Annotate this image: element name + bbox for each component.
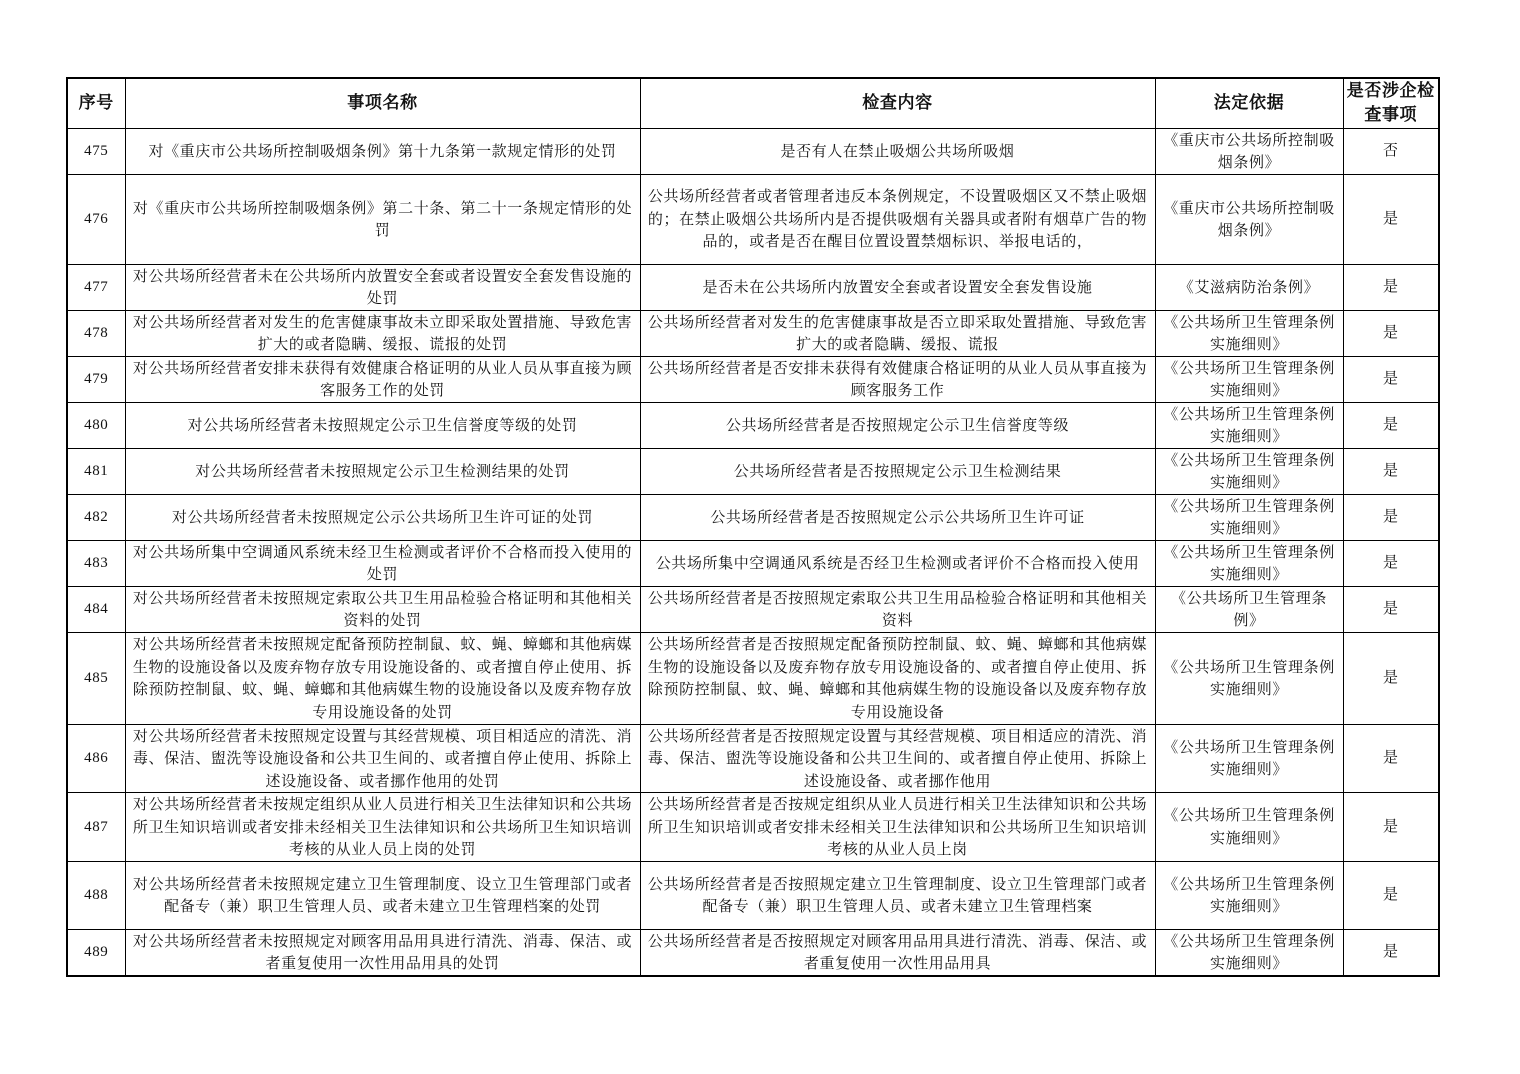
row-content: 是否有人在禁止吸烟公共场所吸烟 bbox=[640, 128, 1155, 174]
row-name: 对公共场所经营者未按照规定配备预防控制鼠、蚊、蝇、蟑螂和其他病媒生物的设施设备以及废弃物存放专用设施设备的、或者擅自停止使用、拆除预防控制鼠、蚊、蝇、蟑螂和其他病媒生物的设施设备以及废弃物存放专用设施设备的处罚 bbox=[125, 632, 640, 724]
table-row bbox=[67, 448, 1439, 494]
header-flag: 是否涉企检查事项 bbox=[1343, 78, 1439, 128]
row-basis: 《公共场所卫生管理条例实施细则》 bbox=[1155, 724, 1343, 793]
row-name: 对《重庆市公共场所控制吸烟条例》第二十条、第二十一条规定情形的处罚 bbox=[125, 174, 640, 264]
row-content: 公共场所经营者是否安排未获得有效健康合格证明的从业人员从事直接为顾客服务工作 bbox=[640, 356, 1155, 402]
row-flag: 是 bbox=[1343, 632, 1439, 724]
table-row bbox=[67, 494, 1439, 540]
row-flag: 是 bbox=[1343, 861, 1439, 929]
row-name: 对公共场所经营者未在公共场所内放置安全套或者设置安全套发售设施的处罚 bbox=[125, 264, 640, 310]
row-content: 公共场所经营者是否按规定组织从业人员进行相关卫生法律知识和公共场所卫生知识培训或者安排未经相关卫生法律知识和公共场所卫生知识培训考核的从业人员上岗 bbox=[640, 793, 1155, 862]
row-no: 482 bbox=[67, 494, 125, 540]
row-content: 公共场所经营者是否按照规定公示公共场所卫生许可证 bbox=[640, 494, 1155, 540]
row-flag: 是 bbox=[1343, 494, 1439, 540]
row-name: 对公共场所集中空调通风系统未经卫生检测或者评价不合格而投入使用的处罚 bbox=[125, 540, 640, 586]
row-basis: 《公共场所卫生管理条例实施细则》 bbox=[1155, 540, 1343, 586]
row-flag: 是 bbox=[1343, 586, 1439, 632]
table-row bbox=[67, 724, 1439, 793]
row-content: 公共场所经营者是否按照规定对顾客用品用具进行清洗、消毒、保洁、或者重复使用一次性用品用具 bbox=[640, 929, 1155, 976]
row-flag: 是 bbox=[1343, 310, 1439, 356]
table-row bbox=[67, 264, 1439, 310]
row-flag: 是 bbox=[1343, 402, 1439, 448]
row-name: 对公共场所经营者对发生的危害健康事故未立即采取处置措施、导致危害扩大的或者隐瞒、缓报、谎报的处罚 bbox=[125, 310, 640, 356]
row-content: 公共场所集中空调通风系统是否经卫生检测或者评价不合格而投入使用 bbox=[640, 540, 1155, 586]
row-basis: 《公共场所卫生管理条例实施细则》 bbox=[1155, 632, 1343, 724]
row-no: 478 bbox=[67, 310, 125, 356]
table-row bbox=[67, 540, 1439, 586]
table-row bbox=[67, 128, 1439, 174]
row-basis: 《公共场所卫生管理条例实施细则》 bbox=[1155, 494, 1343, 540]
table-row bbox=[67, 356, 1439, 402]
row-name: 对公共场所经营者安排未获得有效健康合格证明的从业人员从事直接为顾客服务工作的处罚 bbox=[125, 356, 640, 402]
row-content: 公共场所经营者是否按照规定索取公共卫生用品检验合格证明和其他相关资料 bbox=[640, 586, 1155, 632]
row-content: 公共场所经营者是否按照规定公示卫生检测结果 bbox=[640, 448, 1155, 494]
row-no: 488 bbox=[67, 861, 125, 929]
row-content: 公共场所经营者是否按照规定公示卫生信誉度等级 bbox=[640, 402, 1155, 448]
row-no: 483 bbox=[67, 540, 125, 586]
row-basis: 《重庆市公共场所控制吸烟条例》 bbox=[1155, 174, 1343, 264]
table-row bbox=[67, 402, 1439, 448]
table-row bbox=[67, 929, 1439, 976]
row-flag: 是 bbox=[1343, 356, 1439, 402]
row-name: 对公共场所经营者未按照规定设置与其经营规模、项目相适应的清洗、消毒、保洁、盥洗等设施设备和公共卫生间的、或者擅自停止使用、拆除上述设施设备、或者挪作他用的处罚 bbox=[125, 724, 640, 793]
row-name: 对公共场所经营者未按照规定公示公共场所卫生许可证的处罚 bbox=[125, 494, 640, 540]
table-row bbox=[67, 632, 1439, 724]
row-no: 487 bbox=[67, 793, 125, 862]
row-flag: 是 bbox=[1343, 724, 1439, 793]
row-no: 486 bbox=[67, 724, 125, 793]
row-basis: 《艾滋病防治条例》 bbox=[1155, 264, 1343, 310]
row-basis: 《重庆市公共场所控制吸烟条例》 bbox=[1155, 128, 1343, 174]
row-no: 479 bbox=[67, 356, 125, 402]
row-content: 公共场所经营者是否按照规定设置与其经营规模、项目相适应的清洗、消毒、保洁、盥洗等设施设备和公共卫生间的、或者擅自停止使用、拆除上述设施设备、或者挪作他用 bbox=[640, 724, 1155, 793]
row-content: 是否未在公共场所内放置安全套或者设置安全套发售设施 bbox=[640, 264, 1155, 310]
row-basis: 《公共场所卫生管理条例实施细则》 bbox=[1155, 793, 1343, 862]
row-content: 公共场所经营者或者管理者违反本条例规定，不设置吸烟区又不禁止吸烟的；在禁止吸烟公共场所内是否提供吸烟有关器具或者附有烟草广告的物品的，或者是否在醒目位置设置禁烟标识、举报电话的， bbox=[640, 174, 1155, 264]
row-basis: 《公共场所卫生管理条例实施细则》 bbox=[1155, 402, 1343, 448]
header-content: 检查内容 bbox=[640, 78, 1155, 128]
row-flag: 是 bbox=[1343, 929, 1439, 976]
row-name: 对公共场所经营者未按照规定索取公共卫生用品检验合格证明和其他相关资料的处罚 bbox=[125, 586, 640, 632]
row-basis: 《公共场所卫生管理条例实施细则》 bbox=[1155, 356, 1343, 402]
row-name: 对公共场所经营者未按照规定公示卫生检测结果的处罚 bbox=[125, 448, 640, 494]
row-flag: 是 bbox=[1343, 793, 1439, 862]
table-header-row bbox=[67, 78, 1439, 128]
row-content: 公共场所经营者对发生的危害健康事故是否立即采取处置措施、导致危害扩大的或者隐瞒、缓报、谎报 bbox=[640, 310, 1155, 356]
row-flag: 是 bbox=[1343, 174, 1439, 264]
row-flag: 是 bbox=[1343, 264, 1439, 310]
header-name: 事项名称 bbox=[125, 78, 640, 128]
row-no: 477 bbox=[67, 264, 125, 310]
row-basis: 《公共场所卫生管理条例》 bbox=[1155, 586, 1343, 632]
row-name: 对公共场所经营者未按照规定对顾客用品用具进行清洗、消毒、保洁、或者重复使用一次性用品用具的处罚 bbox=[125, 929, 640, 976]
table-row bbox=[67, 861, 1439, 929]
row-no: 480 bbox=[67, 402, 125, 448]
table-row bbox=[67, 793, 1439, 862]
row-flag: 是 bbox=[1343, 448, 1439, 494]
row-basis: 《公共场所卫生管理条例实施细则》 bbox=[1155, 448, 1343, 494]
row-content: 公共场所经营者是否按照规定建立卫生管理制度、设立卫生管理部门或者配备专（兼）职卫生管理人员、或者未建立卫生管理档案 bbox=[640, 861, 1155, 929]
header-basis: 法定依据 bbox=[1155, 78, 1343, 128]
inspection-items-table bbox=[66, 77, 1440, 977]
row-no: 485 bbox=[67, 632, 125, 724]
header-no: 序号 bbox=[67, 78, 125, 128]
row-no: 476 bbox=[67, 174, 125, 264]
row-content: 公共场所经营者是否按照规定配备预防控制鼠、蚊、蝇、蟑螂和其他病媒生物的设施设备以及废弃物存放专用设施设备的、或者擅自停止使用、拆除预防控制鼠、蚊、蝇、蟑螂和其他病媒生物的设施设备以及废弃物存放专用设施设备 bbox=[640, 632, 1155, 724]
row-no: 475 bbox=[67, 128, 125, 174]
row-name: 对公共场所经营者未按照规定公示卫生信誉度等级的处罚 bbox=[125, 402, 640, 448]
row-name: 对公共场所经营者未按照规定建立卫生管理制度、设立卫生管理部门或者配备专（兼）职卫生管理人员、或者未建立卫生管理档案的处罚 bbox=[125, 861, 640, 929]
row-basis: 《公共场所卫生管理条例实施细则》 bbox=[1155, 310, 1343, 356]
row-no: 489 bbox=[67, 929, 125, 976]
row-no: 484 bbox=[67, 586, 125, 632]
row-basis: 《公共场所卫生管理条例实施细则》 bbox=[1155, 929, 1343, 976]
table-row bbox=[67, 174, 1439, 264]
row-basis: 《公共场所卫生管理条例实施细则》 bbox=[1155, 861, 1343, 929]
table-row bbox=[67, 586, 1439, 632]
row-name: 对公共场所经营者未按规定组织从业人员进行相关卫生法律知识和公共场所卫生知识培训或者安排未经相关卫生法律知识和公共场所卫生知识培训考核的从业人员上岗的处罚 bbox=[125, 793, 640, 862]
row-flag: 否 bbox=[1343, 128, 1439, 174]
row-name: 对《重庆市公共场所控制吸烟条例》第十九条第一款规定情形的处罚 bbox=[125, 128, 640, 174]
row-no: 481 bbox=[67, 448, 125, 494]
row-flag: 是 bbox=[1343, 540, 1439, 586]
table-row bbox=[67, 310, 1439, 356]
